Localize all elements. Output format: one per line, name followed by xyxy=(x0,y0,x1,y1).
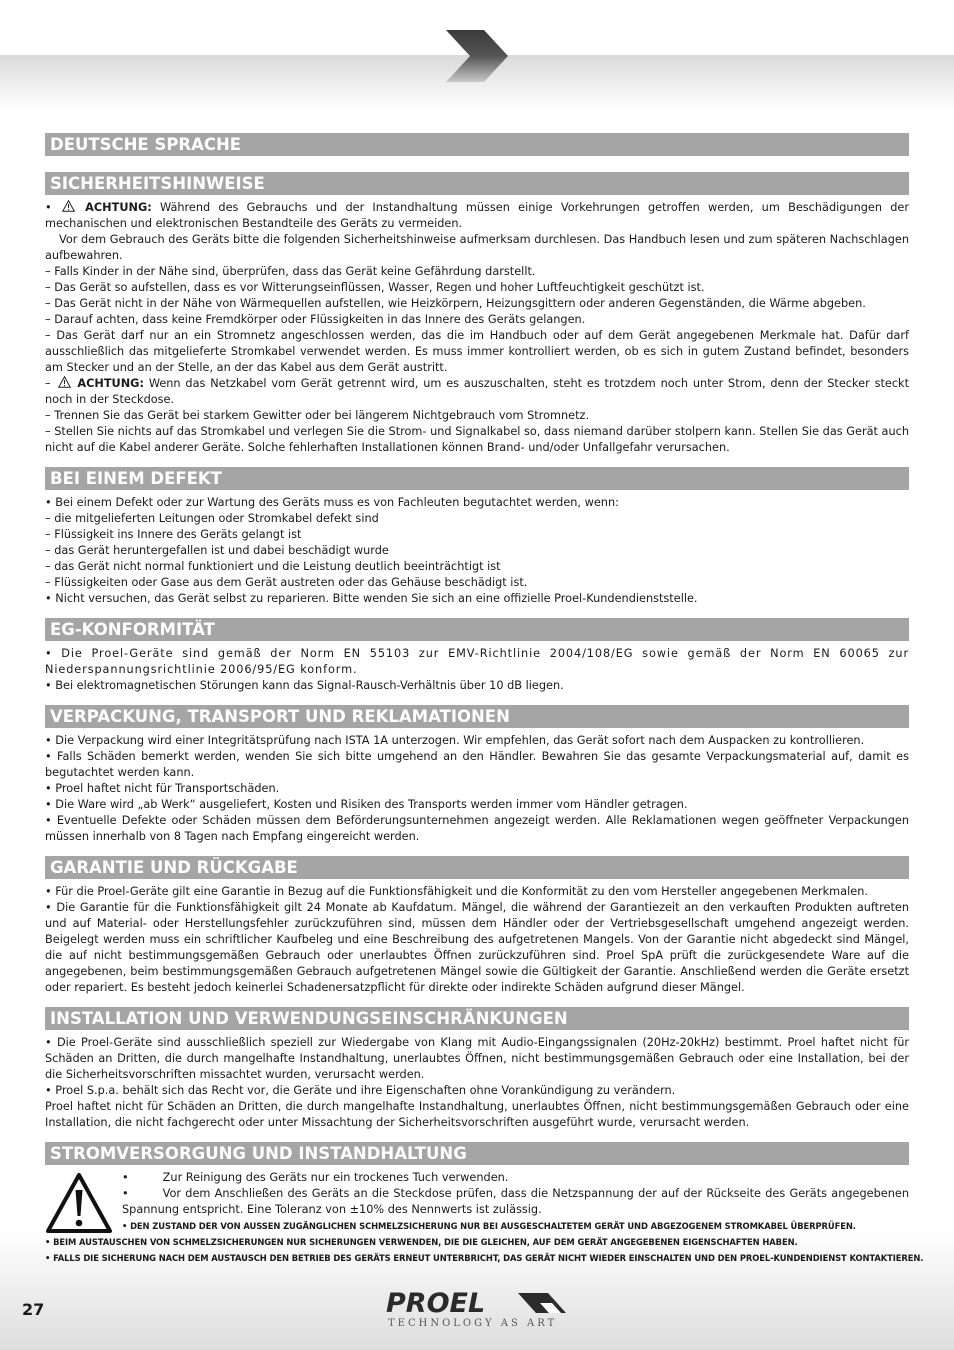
safety-item-heat: – Das Gerät nicht in der Nähe von Wärmequellen aufstellen, wie Heizkörpern, Heizungsgittern oder anderen Gegenständen, die Wärme abgeben. xyxy=(45,297,866,310)
installation-paragraph-2: • Proel S.p.a. behält sich das Recht vor, die Geräte und ihre Eigenschaften ohne Vorankündigung zu verändern. xyxy=(45,1084,676,1097)
warranty-paragraph-1: • Für die Proel-Geräte gilt eine Garantie in Bezug auf die Funktionsfähigkeit und die Konformität zu den vom Hersteller angegebenen Merkmalen. xyxy=(45,885,868,898)
list-item: – die mitgelieferten Leitungen oder Stromkabel defekt sind xyxy=(45,512,379,525)
installation-paragraph-3: Proel haftet nicht für Schäden an Dritten, die durch mangelhafte Instandhaltung, unerlaubtes Öffnen, nicht bestimmungsgemäßen Gebrauch oder eine Installation, die nicht fachgerecht oder unter Missachtung der Sicherheitsvorschriften ausgeführt wurde, verursacht werden. xyxy=(45,1100,909,1129)
list-item: • Nicht versuchen, das Gerät selbst zu reparieren. Bitte wenden Sie sich an eine offizielle Proel-Kundendienststelle. xyxy=(45,592,698,605)
section-header-installation: INSTALLATION UND VERWENDUNGSEINSCHRÄNKUNGEN xyxy=(45,1007,909,1030)
section-header-conformity: EG-KONFORMITÄT xyxy=(45,618,909,641)
power-block xyxy=(45,1170,924,1266)
warning-triangle-icon xyxy=(58,376,71,388)
language-header: DEUTSCHE SPRACHE xyxy=(45,133,909,156)
power-bullet-1: • Zur Reinigung des Geräts nur ein trockenes Tuch verwenden. xyxy=(122,1171,509,1184)
safety-item-foreign-objects: – Darauf achten, dass keine Fremdkörper oder Flüssigkeiten in das Innere des Geräts gelangen. xyxy=(45,313,586,326)
safety-item-cables: – Stellen Sie nichts auf das Stromkabel und verlegen Sie die Strom- und Signalkabel so, dass niemand darüber stolpern kann. Stellen Sie das Gerät auch nicht auf die Kabel anderer Geräte. Solche fehlerhaften Installationen können Brand- und/oder Unfallgefahr verursachen. xyxy=(45,425,909,454)
list-item: • Bei einem Defekt oder zur Wartung des Geräts muss es von Fachleuten begutachtet werden, wenn: xyxy=(45,496,619,509)
conformity-paragraph-1: • Die Proel-Geräte sind gemäß der Norm EN 55103 zur EMV-Richtlinie 2004/108/EG sowie gemäß der Norm EN 60065 zur Niederspannungsrichtlinie 2006/95/EG konform. xyxy=(45,647,909,676)
warning-triangle-icon xyxy=(62,200,75,212)
section-header-defect: BEI EINEM DEFEKT xyxy=(45,467,909,490)
safety-paragraph-2: Vor dem Gebrauch des Geräts bitte die folgenden Sicherheitshinweise aufmerksam durchlesen. Das Handbuch lesen und zum späteren Nachschlagen aufbewahren. xyxy=(45,233,909,262)
packaging-paragraph-5: • Eventuelle Defekte oder Schäden müssen dem Beförderungsunternehmen angezeigt werden. Alle Reklamationen wegen geöffneter Verpackungen müssen innerhalb von 8 Tagen nach Empfang eingereicht werden. xyxy=(45,814,909,843)
proel-logo xyxy=(386,1289,576,1337)
packaging-paragraph-1: • Die Verpackung wird einer Integritätsprüfung nach ISTA 1A unterzogen. Wir empfehlen, das Gerät sofort nach dem Auspacken zu kontrollieren. xyxy=(45,734,865,747)
list-item: – das Gerät heruntergefallen ist und dabei beschädigt wurde xyxy=(45,544,389,557)
power-text xyxy=(122,1170,909,1234)
safety-achtung-label: ACHTUNG: xyxy=(85,201,152,214)
power-caps-3: • FALLS DIE SICHERUNG NACH DEM AUSTAUSCH DEN BETRIEB DES GERÄTS ERNEUT UNTERBRICHT, DAS GERÄT NICHT WIEDER EINSCHALTEN UND DEN PROEL-KUNDENDIENST KONTAKTIEREN. xyxy=(45,1253,924,1263)
packaging-paragraph-4: • Die Ware wird „ab Werk“ ausgeliefert, Kosten und Risiken des Transports werden immer vom Händler getragen. xyxy=(45,798,688,811)
logo-tagline: TECHNOLOGY AS ART xyxy=(388,1318,558,1329)
page-number: 27 xyxy=(22,1300,45,1319)
logo-wordmark: PROEL xyxy=(386,1288,486,1319)
list-item: – Flüssigkeit ins Innere des Geräts gelangt ist xyxy=(45,528,302,541)
page-content xyxy=(45,133,924,1266)
power-caps-2: • BEIM AUSTAUSCHEN VON SCHMELZSICHERUNGEN NUR SICHERUNGEN VERWENDEN, DIE DIE GLEICHEN, AUF DEM GERÄT ANGEGEBENEN EIGENSCHAFTEN HABEN. xyxy=(45,1237,798,1247)
safety-item-achtung-cable: – ACHTUNG: Wenn das Netzkabel vom Gerät getrennt wird, um es auszuschalten, steht es trotzdem noch unter Strom, denn der Stecker steckt noch in der Steckdose. xyxy=(45,377,910,406)
list-item: – Flüssigkeiten oder Gase aus dem Gerät austreten oder das Gehäuse beschädigt ist. xyxy=(45,576,528,589)
chevron-arrow-icon xyxy=(444,28,510,84)
logo-arrow-icon xyxy=(518,1293,568,1315)
section-header-warranty: GARANTIE UND RÜCKGABE xyxy=(45,856,909,879)
safety-paragraph-1: • ACHTUNG: Während des Gebrauchs und der Instandhaltung müssen einige Vorkehrungen getroffen werden, um Beschädigungen der mechanischen und elektronischen Bestandteile des Geräts zu vermeiden. xyxy=(45,201,910,230)
power-bullet-2: • Vor dem Anschließen des Geräts an die Steckdose prüfen, dass die Netzspannung der auf der Rückseite des Geräts angegebenen Spannung entspricht. Eine Toleranz von ±10% des Nennwerts ist zulässig. xyxy=(122,1187,909,1216)
section-header-safety: SICHERHEITSHINWEISE xyxy=(45,172,909,195)
power-caps-1: • DEN ZUSTAND DER VON AUSSEN ZUGÄNGLICHEN SCHMELZSICHERUNG NUR BEI AUSGESCHALTETEM GERÄT UND ABGEZOGENEM STROMKABEL ÜBERPRÜFEN. xyxy=(122,1221,856,1231)
packaging-paragraph-2: • Falls Schäden bemerkt werden, wenden Sie sich bitte umgehend an den Händler. Bewahren Sie das gesamte Verpackungsmaterial auf, damit es begutachtet werden kann. xyxy=(45,750,909,779)
list-item: – das Gerät nicht normal funktioniert und die Leistung deutlich beeinträchtigt ist xyxy=(45,560,501,573)
section-header-packaging: VERPACKUNG, TRANSPORT UND REKLAMATIONEN xyxy=(45,705,909,728)
safety-item-thunderstorm: – Trennen Sie das Gerät bei starkem Gewitter oder bei längerem Nichtgebrauch vom Stromnetz. xyxy=(45,409,590,422)
packaging-paragraph-3: • Proel haftet nicht für Transportschäden. xyxy=(45,782,280,795)
safety-item-power-network: – Das Gerät darf nur an ein Stromnetz angeschlossen werden, das die im Handbuch oder auf dem Gerät angegebenen Merkmale hat. Dafür darf ausschließlich das mitgelieferte Stromkabel verwendet werden. Es muss immer kontrolliert werden, ob es sich in gutem Zustand befindet, besonders am Stecker und an der Stelle, an der das Kabel aus dem Gerät austritt. xyxy=(45,329,909,374)
conformity-paragraph-2: • Bei elektromagnetischen Störungen kann das Signal-Rausch-Verhältnis über 10 dB liegen. xyxy=(45,679,564,692)
warranty-paragraph-2: • Die Garantie für die Funktionsfähigkeit gilt 24 Monate ab Kaufdatum. Mängel, die während der Garantiezeit an den verkauften Produkten auftreten und auf Material- oder Herstellungsfehler zurückzuführen sind, müssen dem Händler oder der Vertriebsgesellschaft umgehend angezeigt werden. Beigelegt werden muss ein schriftlicher Kaufbeleg und eine Beschreibung des aufgetretenen Mangels. Von der Garantie nicht abgedeckt sind Mängel, die auf nicht bestimmungsgemäßen Gebrauch oder unerlaubtes Öffnen zurückzuführen sind. Proel SpA prüft die zurückgesendete Ware auf die angegebenen, beim bestimmungsgemäßen Gebrauch aufgetretenen Mängel sowie die Gültigkeit der Garantie. Anschließend werden die Geräte ersetzt oder repariert. Es besteht jedoch keinerlei Schadenersatzpflicht für direkte oder indirekte Schäden aufgrund dieser Mängel. xyxy=(45,901,909,994)
safety-item-weather: – Das Gerät so aufstellen, dass es vor Witterungseinflüssen, Wasser, Regen und hoher Luftfeuchtigkeit geschützt ist. xyxy=(45,281,705,294)
installation-paragraph-1: • Die Proel-Geräte sind ausschließlich speziell zur Wiedergabe von Klang mit Audio-Eingangssignalen (20Hz-20kHz) bestimmt. Proel haftet nicht für Schäden an Dritten, die durch mangelhafte Instandhaltung, unerlaubtes Öffnen, nicht bestimmungsgemäßen Gebrauch oder eine Installation, bei der die Sicherheitsvorschriften missachtet wurden, verursacht werden. xyxy=(45,1036,909,1081)
warning-triangle-icon xyxy=(45,1172,113,1234)
section-header-power: STROMVERSORGUNG UND INSTANDHALTUNG xyxy=(45,1142,909,1165)
safety-item-children: – Falls Kinder in der Nähe sind, überprüfen, dass das Gerät keine Gefährdung darstellt. xyxy=(45,265,536,278)
